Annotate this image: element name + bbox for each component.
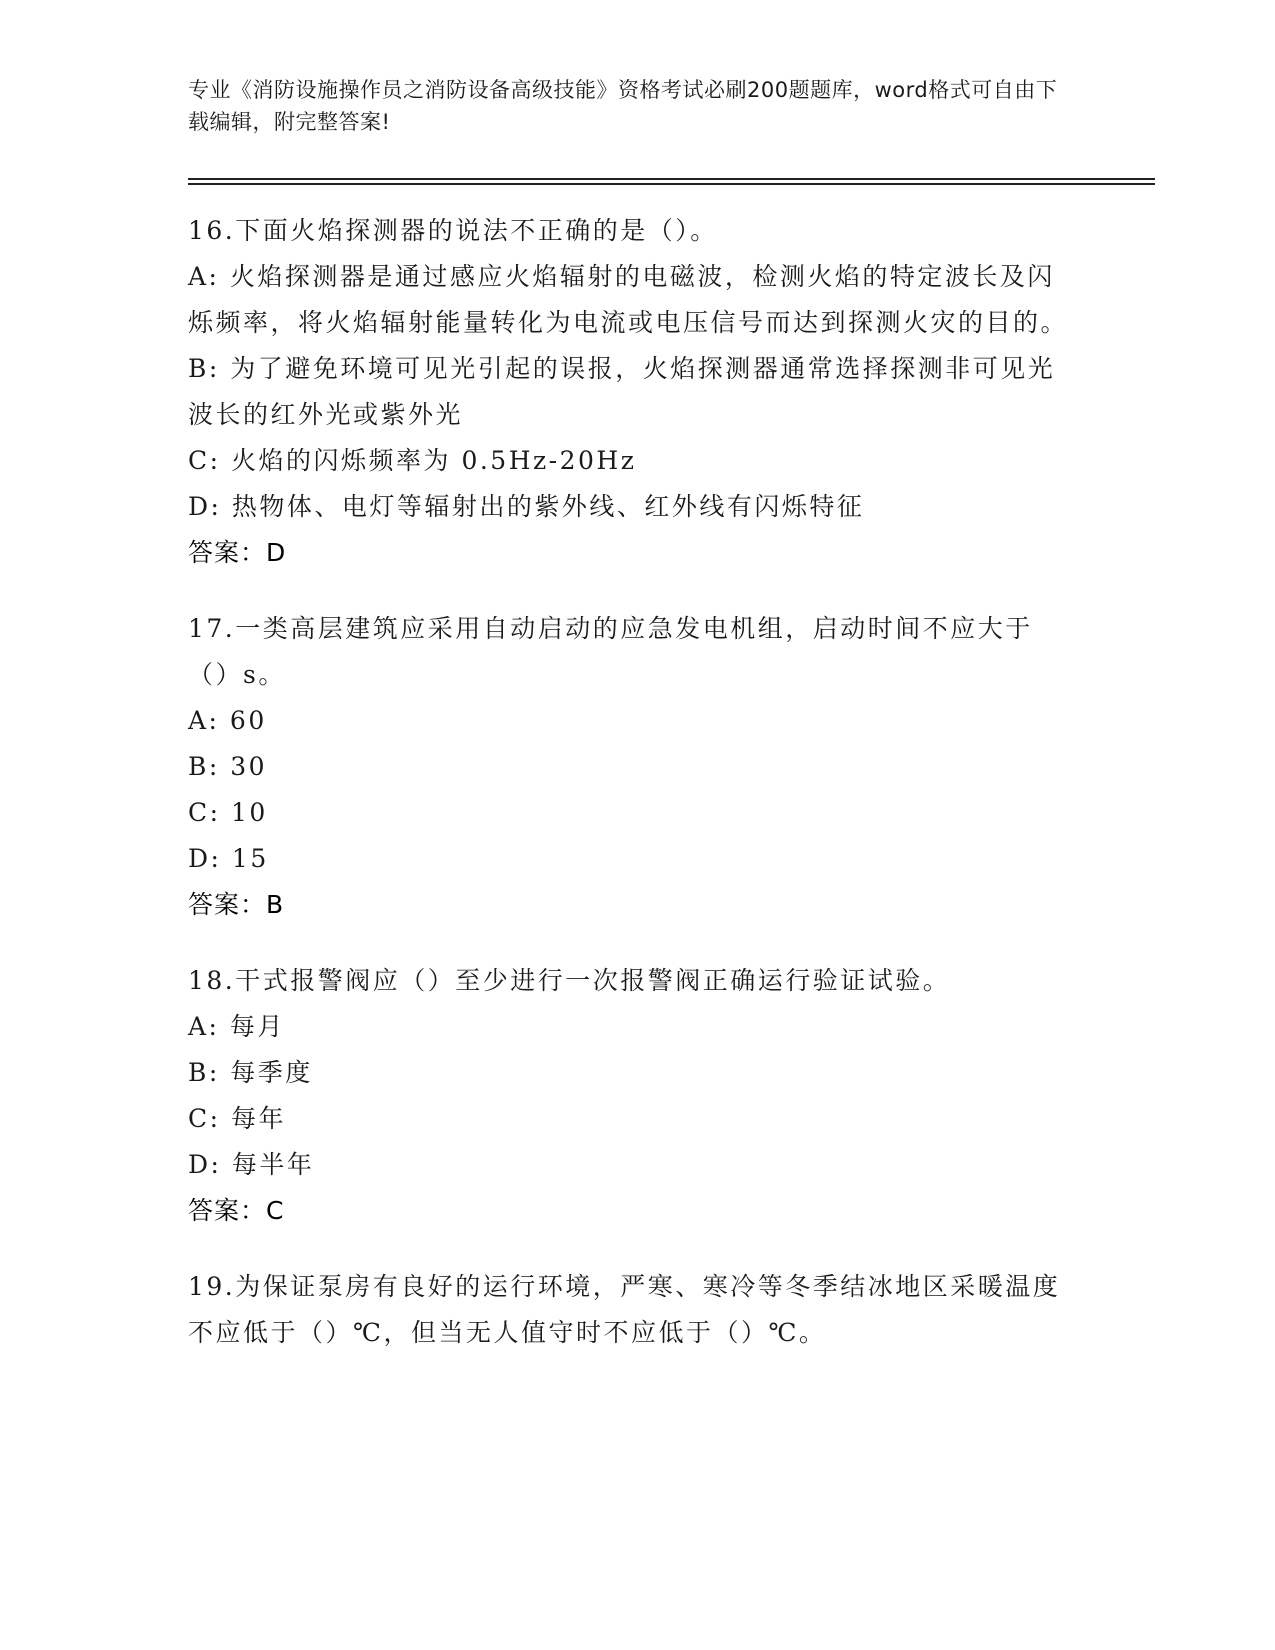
option-a: A: 火焰探测器是通过感应火焰辐射的电磁波，检测火焰的特定波长及闪烁频率，将火焰辐射能量转化为电流或电压信号而达到探测火灾的目的。 xyxy=(188,262,1069,337)
option-c: C: 10 xyxy=(188,798,268,827)
option-a: A: 每月 xyxy=(188,1012,285,1041)
option-d: D: 热物体、电灯等辐射出的紫外线、红外线有闪烁特征 xyxy=(188,492,865,521)
answer-label: 答案：C xyxy=(188,1196,285,1225)
option-b: B: 30 xyxy=(188,752,268,781)
header-divider-bottom xyxy=(188,183,1155,185)
question-19 xyxy=(188,1264,1068,1356)
option-b: B: 每季度 xyxy=(188,1058,313,1087)
answer-label: 答案：D xyxy=(188,538,287,567)
option-d: D: 每半年 xyxy=(188,1150,315,1179)
option-c: C: 火焰的闪烁频率为 0.5Hz-20Hz xyxy=(188,446,637,475)
question-16 xyxy=(188,208,1068,576)
question-stem: 19.为保证泵房有良好的运行环境，严寒、寒冷等冬季结冰地区采暖温度不应低于（）℃，但当无人值守时不应低于（）℃。 xyxy=(188,1272,1061,1347)
document-header: 专业《消防设施操作员之消防设备高级技能》资格考试必刷200题题库，word格式可自由下载编辑，附完整答案! xyxy=(188,78,1058,134)
option-a: A: 60 xyxy=(188,706,267,735)
header-divider-top xyxy=(188,178,1155,180)
option-d: D: 15 xyxy=(188,844,269,873)
answer-label: 答案：B xyxy=(188,890,285,919)
option-c: C: 每年 xyxy=(188,1104,286,1133)
question-stem: 16.下面火焰探测器的说法不正确的是（）。 xyxy=(188,216,718,245)
question-stem: 17.一类高层建筑应采用自动启动的应急发电机组，启动时间不应大于（）s。 xyxy=(188,614,1033,689)
question-17 xyxy=(188,606,1068,928)
question-stem: 18.干式报警阀应（）至少进行一次报警阀正确运行验证试验。 xyxy=(188,966,951,995)
question-18 xyxy=(188,958,1068,1234)
question-list xyxy=(188,208,1068,1386)
option-b: B: 为了避免环境可见光引起的误报，火焰探测器通常选择探测非可见光波长的红外光或紫外光 xyxy=(188,354,1056,429)
